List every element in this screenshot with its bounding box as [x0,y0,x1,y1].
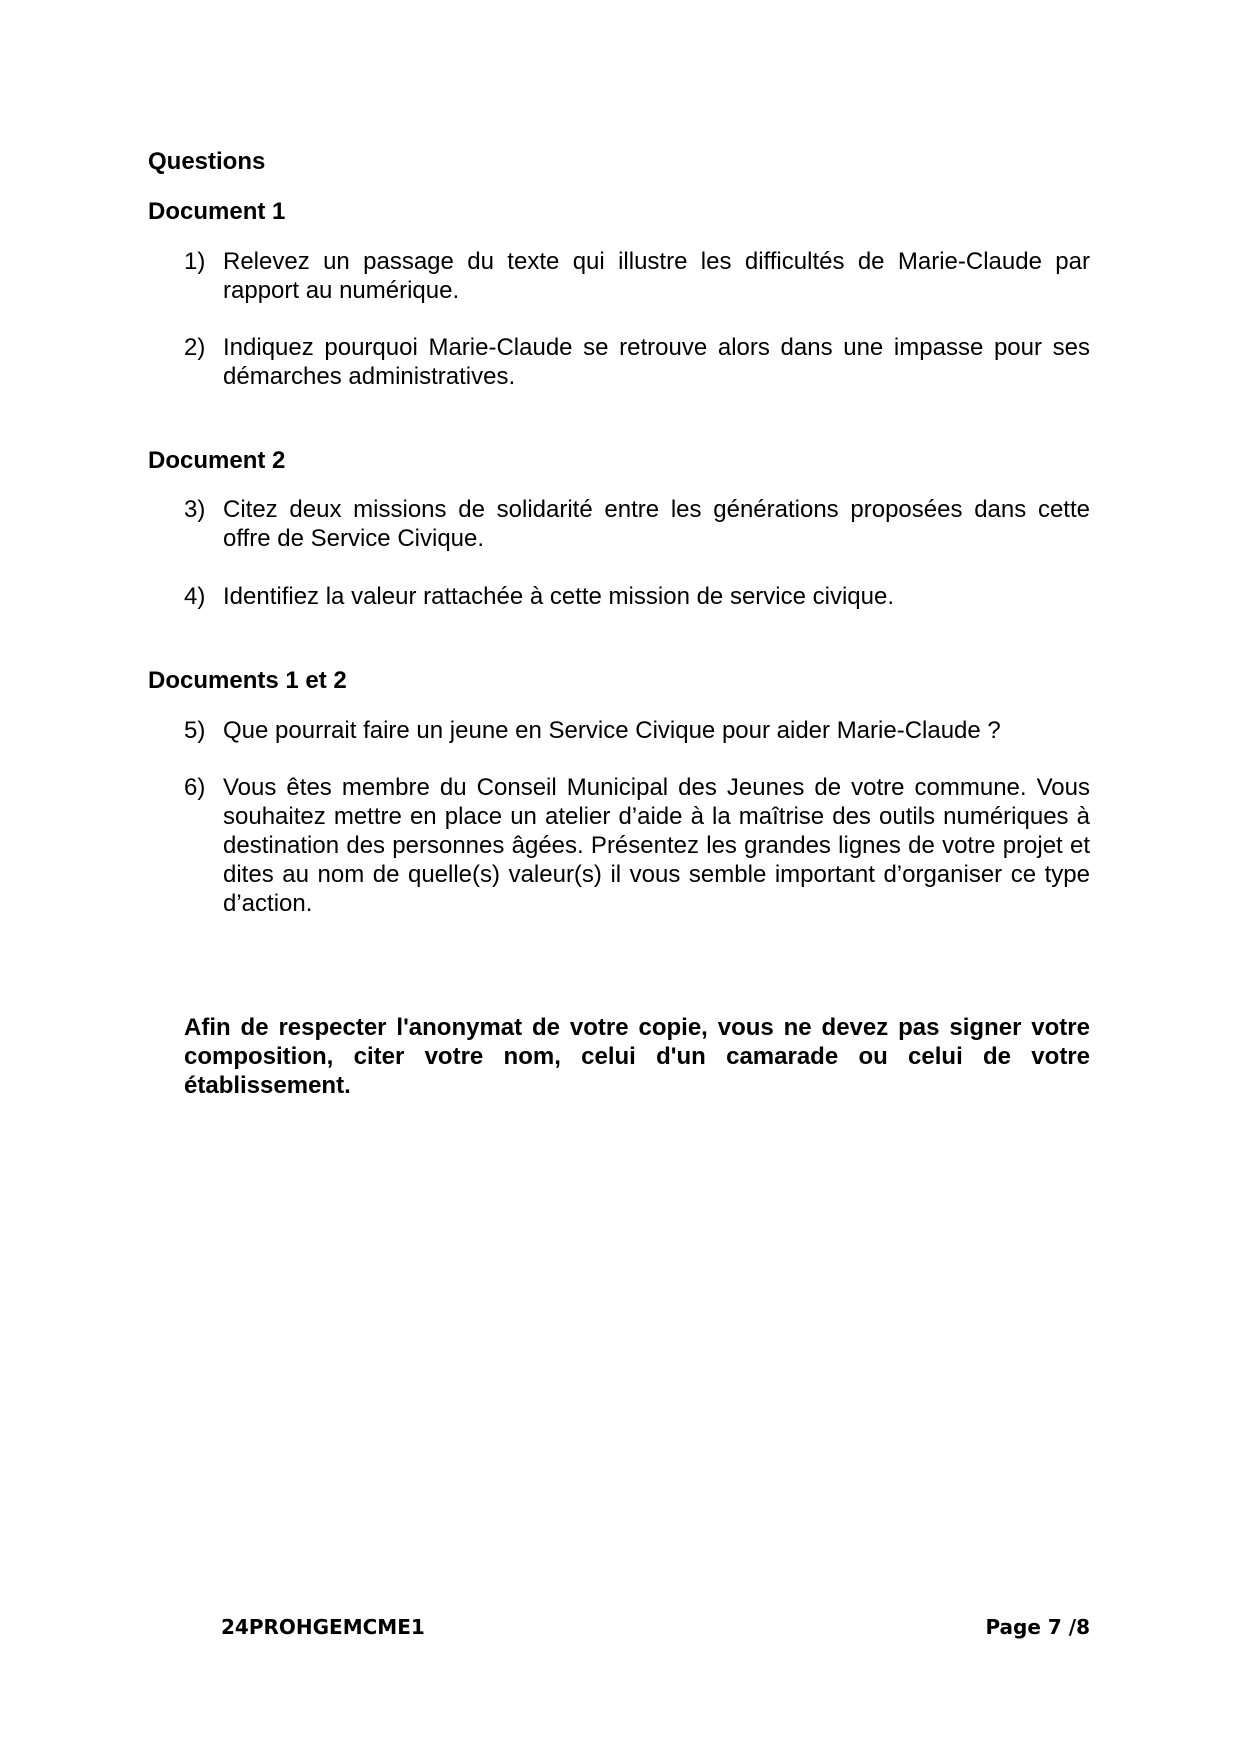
question-6 [184,773,1090,918]
question-5 [184,716,1090,745]
section-heading-document-1: Document 1 [148,198,286,225]
question-number: 2) [184,334,206,361]
question-number: 6) [184,774,206,801]
question-text: Identifiez la valeur rattachée à cette mission de service civique. [223,583,895,610]
question-2 [184,333,1090,391]
footer-subject-code: 24PROHGEMCME1 [221,1615,425,1639]
footer-page-number: Page 7 /8 [985,1615,1090,1639]
question-text: Que pourrait faire un jeune en Service Civique pour aider Marie-Claude ? [223,717,1001,744]
section-heading-document-2: Document 2 [148,447,286,474]
question-text: Indiquez pourquoi Marie-Claude se retrouve alors dans une impasse pour ses démarches administratives. [223,334,1090,390]
page-title: Questions [148,148,266,175]
question-text: Relevez un passage du texte qui illustre les difficultés de Marie-Claude par rapport au numérique. [223,248,1090,304]
question-1 [184,247,1090,305]
question-number: 1) [184,248,206,275]
section-heading-documents-1-et-2: Documents 1 et 2 [148,667,347,694]
question-3 [184,495,1090,553]
question-number: 3) [184,496,206,523]
question-text: Vous êtes membre du Conseil Municipal des Jeunes de votre commune. Vous souhaitez mettre en place un atelier d’aide à la maîtrise des outils numériques à destination des personnes âgées. Présentez les grandes lignes de votre projet et dites au nom de quelle(s) valeur(s) il vous semble important d’organiser ce type d’action. [223,774,1090,917]
question-number: 4) [184,583,206,610]
question-number: 5) [184,717,206,744]
anonymity-notice: Afin de respecter l'anonymat de votre copie, vous ne devez pas signer votre composition, citer votre nom, celui d'un camarade ou celui de votre établissement. [184,1014,1090,1099]
question-4 [184,582,1090,611]
question-text: Citez deux missions de solidarité entre les générations proposées dans cette offre de Service Civique. [223,496,1090,552]
